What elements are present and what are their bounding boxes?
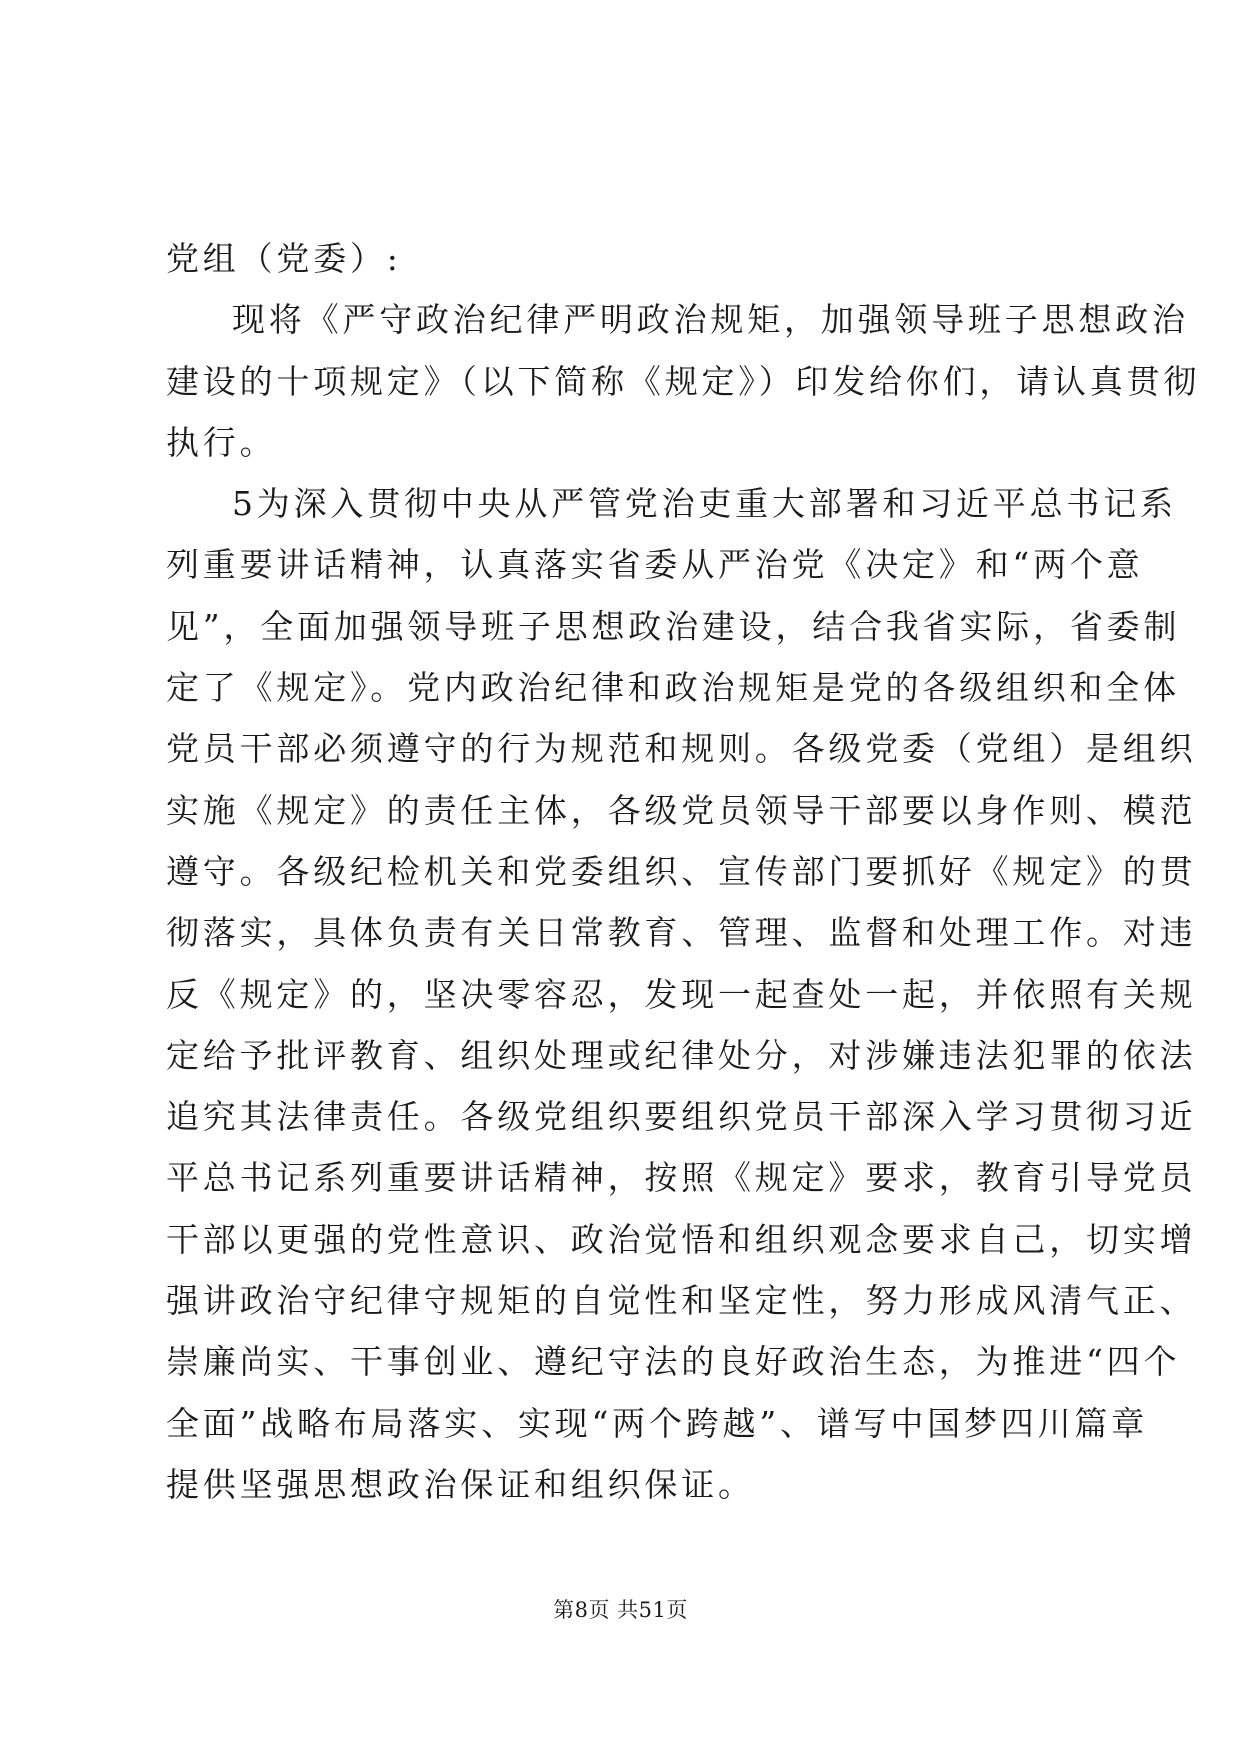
body-line: 定了《规定》。党内政治纪律和政治规矩是党的各级组织和全体 [166,668,1180,708]
body-line: 强讲政治守纪律守规矩的自觉性和坚定性，努力形成风清气正、 [166,1281,1197,1321]
body-line: 平总书记系列重要讲话精神，按照《规定》要求，教育引导党员 [166,1158,1197,1198]
body-line: 彻落实，具体负责有关日常教育、管理、监督和处理工作。对违 [166,913,1197,953]
body-line: 列重要讲话精神，认真落实省委从严治党《决定》和“两个意 [166,545,1144,585]
body-line: 提供坚强思想政治保证和组织保证。 [166,1464,755,1504]
document-body [166,228,1201,1515]
body-line: 遵守。各级纪检机关和党委组织、宣传部门要抓好《规定》的贯 [166,851,1197,891]
intro-line: 建设的十项规定》（以下简称《规定》）印发给你们，请认真贯彻 [166,361,1201,401]
page-number-footer: 第8页 共51页 [553,1598,688,1622]
body-line: 崇廉尚实、干事创业、遵纪守法的良好政治生态，为推进“四个 [166,1342,1181,1382]
intro-line: 现将《严守政治纪律严明政治规矩，加强领导班子思想政治 [232,300,1189,340]
body-line: 党员干部必须遵守的行为规范和规则。各级党委（党组）是组织 [166,729,1197,769]
body-line: 实施《规定》的责任主体，各级党员领导干部要以身作则、模范 [166,790,1197,830]
body-line: 全面”战略布局落实、实现“两个跨越”、谱写中国梦四川篇章 [166,1403,1149,1443]
body-line: 干部以更强的党性意识、政治觉悟和组织观念要求自己，切实增 [166,1219,1197,1259]
body-line: 定给予批评教育、组织处理或纪律处分，对涉嫌违法犯罪的依法 [166,1035,1197,1075]
body-line: 追究其法律责任。各级党组织要组织党员干部深入学习贯彻习近 [166,1097,1197,1137]
body-line: 5为深入贯彻中央从严管党治吏重大部署和习近平总书记系 [232,484,1177,524]
body-line: 见”，全面加强领导班子思想政治建设，结合我省实际，省委制 [166,606,1181,646]
salutation: 党组（党委）: [166,239,402,278]
intro-line: 执行。 [166,422,277,462]
body-line: 反《规定》的，坚决零容忍，发现一起查处一起，并依照有关规 [166,974,1197,1014]
